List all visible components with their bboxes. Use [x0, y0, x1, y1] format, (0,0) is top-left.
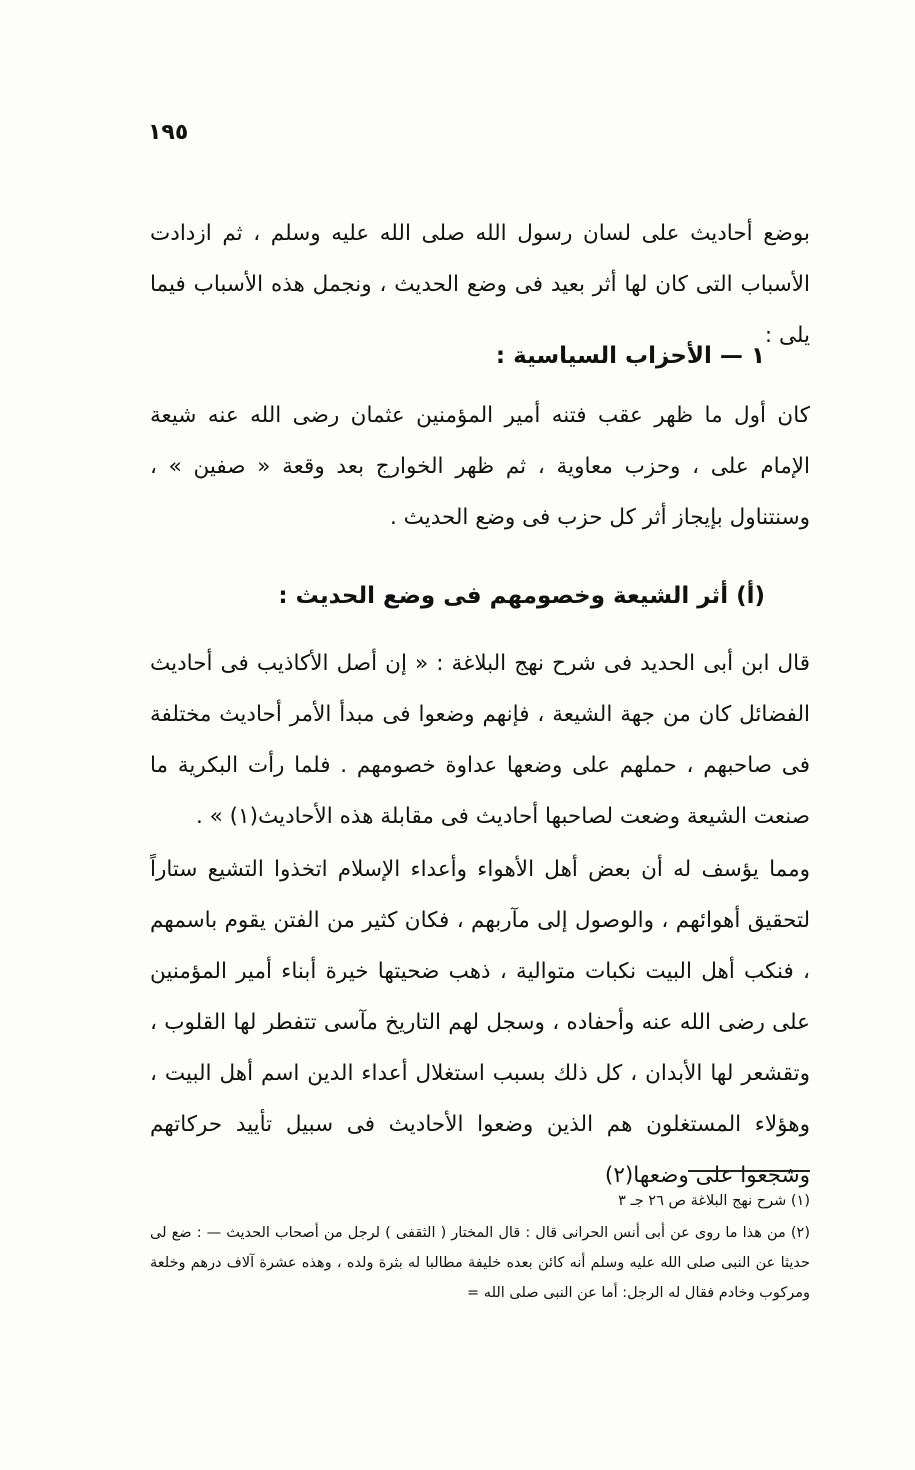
section-heading-political-parties: ١ — الأحزاب السياسية : [495, 343, 765, 369]
closing-paragraph: ومما يؤسف له أن بعض أهل الأهواء وأعداء الإسلام اتخذوا التشيع ستاراً لتحقيق أهوائهم ، والوصول إلى مآربهم ، فكان كثير من الفتن يقوم باسمهم ، فنكب أهل البيت نكبات متوالية ، ذهب ضحيتها خيرة أبناء أمير المؤمنين على رضى الله عنه وأحفاده ، وسجل لهم التاريخ مآسى تتفطر لها القلوب ، وتقشعر لها الأبدان ، كل ذلك بسبب استغلال أعداء الدين اسم أهل البيت ، وهؤلاء المستغلون هم الذين وضعوا الأحاديث فى سبيل تأييد حركاتهم وشجعوا على وضعها(٢) [150, 857, 810, 1188]
footnote-divider [688, 1170, 810, 1172]
political-parties-paragraph: كان أول ما ظهر عقب فتنه أمير المؤمنين عثمان رضى الله عنه شيعة الإمام على ، وحزب معاوية ، ثم ظهر الخوارج بعد وقعة « صفين » ، وسنتناول بإيجاز أثر كل حزب فى وضع الحديث . [150, 403, 810, 530]
footnote-1: (١) شرح نهج البلاغة ص ٢٦ جـ ٣ [618, 1193, 810, 1209]
subsection-heading-shia: (أ) أثر الشيعة وخصومهم فى وضع الحديث : [278, 583, 765, 609]
footnote-2: (٢) من هذا ما روى عن أبى أنس الحرانى قال : قال المختار ( الثقفى ) لرجل من أصحاب الحديث — : ضع لى حديثا عن النبى صلى الله عليه وسلم أنه كائن بعده خليفة مطالبا له بثرة ولده ، وهذه عشرة آلاف درهم وخلعة ومركوب وخادم فقال له الرجل: أما عن النبى صلى الله = [150, 1225, 810, 1301]
ibn-abi-al-hadid-quote-paragraph: قال ابن أبى الحديد فى شرح نهج البلاغة : « إن أصل الأكاذيب فى أحاديث الفضائل كان من جهة الشيعة ، فإنهم وضعوا فى مبدأ الأمر أحاديث مختلفة فى صاحبهم ، حملهم على وضعها عداوة خصومهم . فلما رأت البكرية ما صنعت الشيعة وضعت لصاحبها أحاديث فى مقابلة هذه الأحاديث(١) » . [150, 651, 810, 829]
intro-paragraph: بوضع أحاديث على لسان رسول الله صلى الله عليه وسلم ، ثم ازدادت الأسباب التى كان لها أثر بعيد فى وضع الحديث ، ونجمل هذه الأسباب فيما يلى : [150, 221, 810, 348]
page-number: ١٩٥ [148, 120, 189, 145]
